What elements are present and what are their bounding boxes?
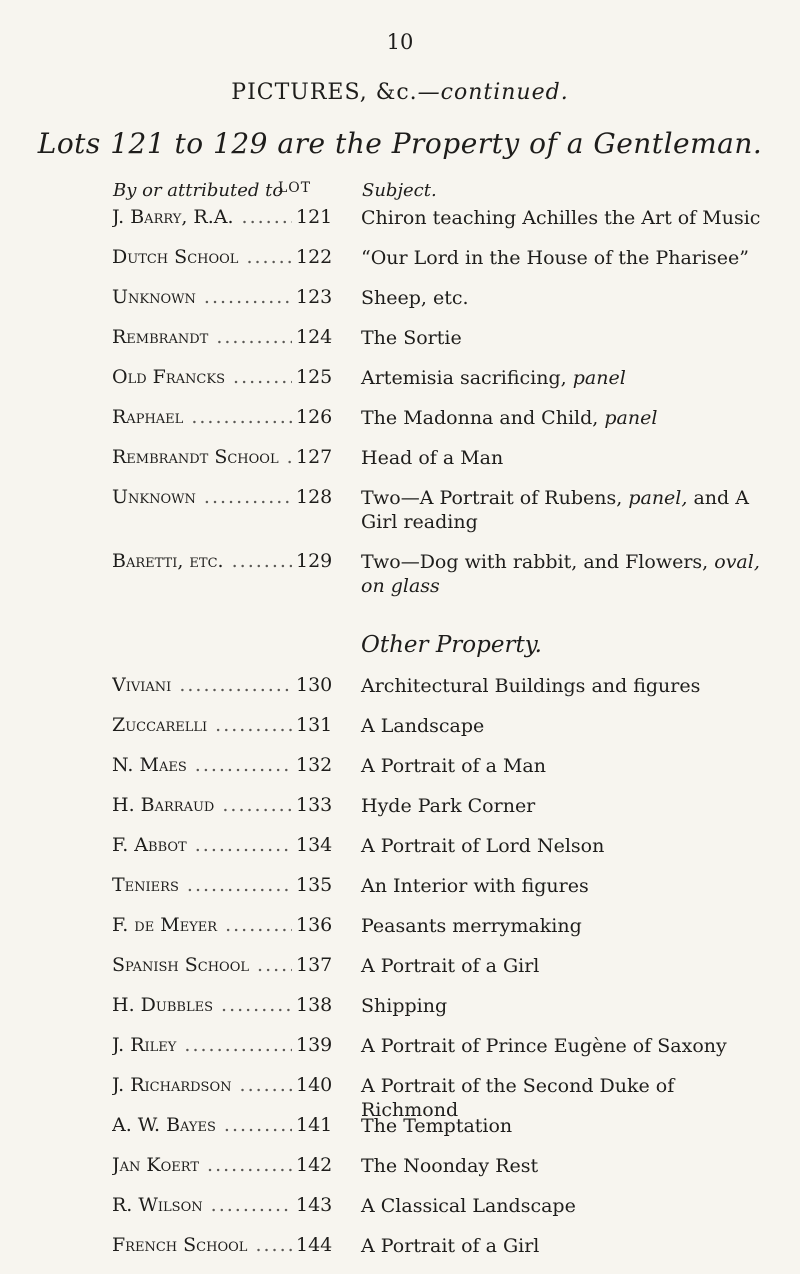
- lot-number: 134: [294, 834, 342, 856]
- lot-subject-text: Two—A Portrait of Rubens,: [361, 487, 623, 509]
- lot-artist: Spanish School .....: [112, 954, 292, 976]
- lot-artist: Unknown .....: [112, 286, 292, 308]
- lot-row: [0, 914, 800, 954]
- lot-row: [0, 1114, 800, 1154]
- lot-row: [0, 794, 800, 834]
- lot-number: 121: [294, 206, 342, 228]
- page-number: 10: [386, 30, 414, 54]
- lot-subject: [361, 486, 761, 534]
- lot-number: 139: [294, 1034, 342, 1056]
- lot-artist: Raphael .....: [112, 406, 292, 428]
- lot-artist: A. W. Bayes .....: [112, 1114, 292, 1136]
- lot-row: [0, 874, 800, 914]
- lot-number: 135: [294, 874, 342, 896]
- lot-number: 122: [294, 246, 342, 268]
- lot-subject: Peasants merrymaking: [361, 915, 582, 937]
- lot-subject: The Noonday Rest: [361, 1155, 539, 1177]
- lot-number: 126: [294, 406, 342, 428]
- lot-subject-text: The Madonna and Child,: [361, 407, 599, 429]
- lot-row: [0, 1074, 800, 1121]
- lot-number: 130: [294, 674, 342, 696]
- lot-artist: R. Wilson .....: [112, 1194, 292, 1216]
- lot-row: [0, 1234, 800, 1274]
- lot-number: 124: [294, 326, 342, 348]
- section-title-main: PICTURES, &c.: [231, 80, 418, 105]
- lot-subject: A Portrait of the Second Duke of Richmond: [361, 1075, 675, 1121]
- lot-subject-medium: oval, on glass: [361, 551, 760, 597]
- lot-subject: A Classical Landscape: [361, 1195, 576, 1217]
- lot-number: 132: [294, 754, 342, 776]
- lot-subject-medium: panel,: [628, 487, 688, 509]
- other-property-heading: [0, 614, 800, 674]
- lot-row: [0, 714, 800, 754]
- lot-artist: Unknown .....: [112, 486, 292, 508]
- lot-artist: F. de Meyer .....: [112, 914, 292, 936]
- lot-row: [0, 674, 800, 714]
- lot-row: [0, 994, 800, 1034]
- lot-row: [0, 326, 800, 366]
- lot-row: [0, 754, 800, 794]
- lot-subject: The Sortie: [361, 327, 462, 349]
- lot-subject: Sheep, etc.: [361, 287, 469, 309]
- lot-number: 128: [294, 486, 342, 508]
- lot-number: 138: [294, 994, 342, 1016]
- lot-artist: French School .....: [112, 1234, 292, 1256]
- column-header-subject: Subject.: [362, 180, 437, 201]
- lot-row: [0, 1154, 800, 1194]
- lot-subject: A Portrait of a Man: [361, 755, 546, 777]
- lot-number: 136: [294, 914, 342, 936]
- lot-row: [0, 1034, 800, 1074]
- lot-subject: [361, 550, 761, 598]
- lot-number: 143: [294, 1194, 342, 1216]
- lot-subject-medium: panel: [572, 367, 626, 389]
- lot-number: 131: [294, 714, 342, 736]
- lot-subject-rest: and A Girl reading: [361, 487, 749, 533]
- lot-subject-medium: panel: [604, 407, 658, 429]
- lot-artist: J. Richardson .....: [112, 1074, 292, 1096]
- lot-artist: Rembrandt School .....: [112, 446, 292, 468]
- section-title: [0, 80, 800, 105]
- lot-artist: Jan Koert .....: [112, 1154, 292, 1176]
- lot-subject: Chiron teaching Achilles the Art of Music: [361, 207, 761, 229]
- lot-artist: Dutch School .....: [112, 246, 292, 268]
- lot-number: 141: [294, 1114, 342, 1136]
- catalogue-lots: [0, 206, 800, 1274]
- lot-subject: The Temptation: [361, 1115, 513, 1137]
- lot-artist: Viviani .....: [112, 674, 292, 696]
- lot-number: 137: [294, 954, 342, 976]
- lot-row: [0, 486, 800, 550]
- lot-number: 140: [294, 1074, 342, 1096]
- lot-subject: A Landscape: [361, 715, 485, 737]
- lot-artist: Old Francks .....: [112, 366, 292, 388]
- lot-subject-text: Artemisia sacrificing,: [361, 367, 567, 389]
- lot-subject: An Interior with figures: [361, 875, 589, 897]
- lot-artist: N. Maes .....: [112, 754, 292, 776]
- lot-subject: Shipping: [361, 995, 448, 1017]
- lot-artist: Baretti, etc. .....: [112, 550, 292, 572]
- lot-row: [0, 1194, 800, 1234]
- lot-subject: [361, 366, 761, 390]
- lot-artist: J. Barry, R.A. .....: [112, 206, 292, 228]
- lot-subject-text: Two—Dog with rabbit, and Flowers,: [361, 551, 709, 573]
- lot-subject: A Portrait of a Girl: [361, 955, 540, 977]
- lot-artist: F. Abbot .....: [112, 834, 292, 856]
- section-title-continued: —continued.: [417, 80, 569, 105]
- lot-subject: [361, 406, 761, 430]
- lot-artist: Rembrandt .....: [112, 326, 292, 348]
- lot-number: 144: [294, 1234, 342, 1256]
- lot-subject: A Portrait of Prince Eugène of Saxony: [361, 1035, 727, 1057]
- lot-number: 133: [294, 794, 342, 816]
- column-header-artist: By or attributed to: [113, 180, 284, 201]
- lot-row: [0, 954, 800, 994]
- lot-row: [0, 550, 800, 614]
- lot-number: 129: [294, 550, 342, 572]
- lot-row: [0, 246, 800, 286]
- lot-artist: H. Barraud .....: [112, 794, 292, 816]
- lot-subject: A Portrait of Lord Nelson: [361, 835, 605, 857]
- lot-row: [0, 366, 800, 406]
- lot-artist: J. Riley .....: [112, 1034, 292, 1056]
- other-property-title: Other Property.: [361, 632, 542, 658]
- column-header-lot: LOT: [278, 180, 312, 196]
- lot-subject: Architectural Buildings and figures: [361, 675, 701, 697]
- lot-artist: H. Dubbles .....: [112, 994, 292, 1016]
- lot-number: 123: [294, 286, 342, 308]
- lot-number: 127: [294, 446, 342, 468]
- property-subheading: Lots 121 to 129 are the Property of a Gentleman.: [37, 127, 763, 160]
- lot-row: [0, 206, 800, 246]
- lot-row: [0, 834, 800, 874]
- lot-subject: Hyde Park Corner: [361, 795, 536, 817]
- lot-artist: Zuccarelli .....: [112, 714, 292, 736]
- lot-number: 125: [294, 366, 342, 388]
- lot-subject: “Our Lord in the House of the Pharisee”: [361, 247, 749, 269]
- lot-row: [0, 406, 800, 446]
- lot-number: 142: [294, 1154, 342, 1176]
- lot-row: [0, 286, 800, 326]
- lot-artist: Teniers .....: [112, 874, 292, 896]
- lot-subject: Head of a Man: [361, 447, 504, 469]
- lot-subject: A Portrait of a Girl: [361, 1235, 540, 1257]
- lot-row: [0, 446, 800, 486]
